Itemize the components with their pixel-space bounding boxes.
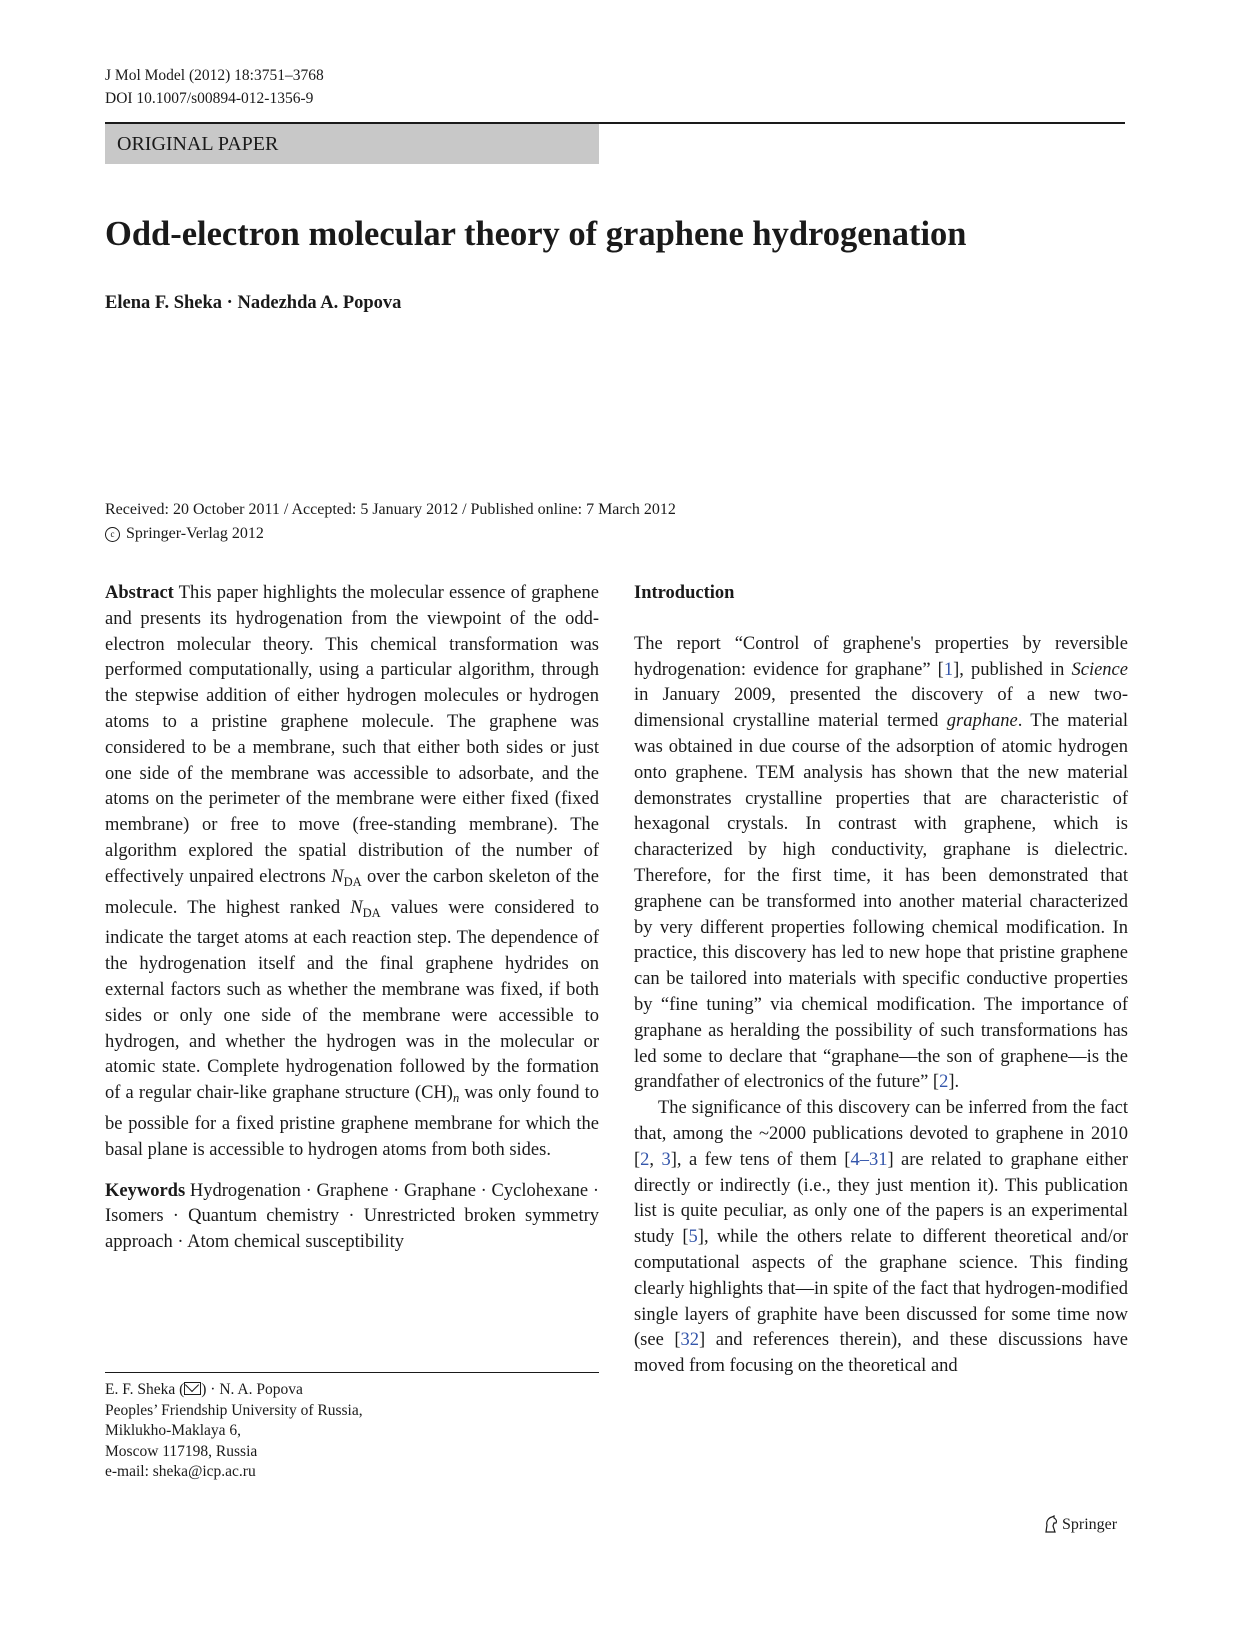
abstract bbox=[105, 581, 599, 1164]
intro-p2-a: The significance of this discovery can be inferred from the fact that, among the ~2000 publications devoted to graphene in 2010 [ bbox=[634, 1098, 1128, 1170]
intro-p1-d: . The material was obtained in due course of the adsorption of atomic hydrogen onto graphene. TEM analysis has shown that the new material demonstrates crystalline properties that are characteristic of hexagonal crystals. In contrast with graphene, which is characterized by high conductivity, graphane is dielectric. Therefore, for the first time, it has been demonstrated that graphene can be transformed into another material characterized by very different properties following chemical modification. In practice, this discovery has led to new hope that pristine graphene can be tailored into materials with specific conductive properties by “fine tuning” via chemical modification. The importance of graphane as heralding the possibility of such transformations has led some to declare that “graphane—the son of graphene—is the grandfather of electronics of the future” [ bbox=[634, 711, 1128, 1093]
section-label: ORIGINAL PAPER bbox=[105, 124, 599, 164]
paper-title: Odd-electron molecular theory of graphene hydrogenation bbox=[105, 215, 967, 253]
introduction-heading: Introduction bbox=[634, 583, 735, 603]
journal-citation bbox=[105, 64, 324, 110]
intro-p2-c: ] are related to graphane either directly or indirectly (i.e., they just mention it). This publication list is quite peculiar, as only one of the papers is an experimental study [ bbox=[634, 1149, 1128, 1248]
abstract-text-1: This paper highlights the molecular essence of graphene and presents its hydrogenation from the viewpoint of the odd-electron molecular theory. This chemical transformation was performed computationally, using a particular algorithm, through the stepwise addition of either hydrogen molecules or hydrogen atoms to a pristine graphene molecule. The graphene was considered to be a membrane, such that either both sides or just one side of the membrane was accessible to adsorbate, and the atoms on the perimeter of the membrane were either fixed (fixed membrane) or free to move (free-standing membrane). The algorithm explored the spatial distribution of the number of effectively unpaired electrons bbox=[105, 583, 599, 887]
affiliation-email: e-mail: sheka@icp.ac.ru bbox=[105, 1463, 256, 1480]
n-subscript: n bbox=[452, 1091, 460, 1106]
term-graphane: graphane bbox=[946, 711, 1018, 732]
copyright-line bbox=[105, 522, 676, 546]
affiliation-line-2: Peoples’ Friendship University of Russia, bbox=[105, 1401, 363, 1419]
citation-separator: , bbox=[649, 1149, 662, 1170]
intro-paragraph-2 bbox=[634, 1096, 1128, 1380]
citation-link[interactable]: 32 bbox=[680, 1330, 700, 1351]
citation-link[interactable]: 5 bbox=[688, 1227, 698, 1248]
footnote-rule bbox=[105, 1372, 599, 1373]
abstract-label: Abstract bbox=[105, 583, 174, 603]
intro-p2-d: ], while the others relate to different theoretical and/or computational aspects of the graphane science. This finding clearly highlights that—in spite of the fact that hydrogen-modified single layers of graphite have been discussed for some time now (see [ bbox=[634, 1227, 1128, 1351]
doi-line: DOI 10.1007/s00894-012-1356-9 bbox=[105, 90, 314, 107]
right-column bbox=[634, 581, 1128, 1380]
keywords-label: Keywords bbox=[105, 1180, 186, 1201]
intro-p1-a: The report “Control of graphene's properties by reversible hydrogenation: evidence for graphane” [ bbox=[634, 633, 1128, 680]
affiliation bbox=[105, 1380, 363, 1483]
keywords bbox=[105, 1179, 599, 1256]
left-column bbox=[105, 581, 599, 1256]
citation-link[interactable]: 2 bbox=[640, 1149, 650, 1170]
affiliation-author-prefix: E. F. Sheka ( bbox=[105, 1381, 185, 1398]
nda-subscript: DA bbox=[343, 874, 362, 889]
abstract-text-2: over the carbon skeleton of the molecule. The highest ranked bbox=[105, 866, 600, 918]
envelope-icon bbox=[184, 1382, 201, 1395]
affiliation-authors bbox=[105, 1380, 363, 1401]
dates-line: Received: 20 October 2011 / Accepted: 5 January 2012 / Published online: 7 March 2012 bbox=[105, 501, 676, 518]
intro-p2-b: ], a few tens of them [ bbox=[670, 1149, 851, 1170]
keywords-text: Hydrogenation · Graphene · Graphane · Cyclohexane · Isomers · Quantum chemistry · Unrestricted broken symmetry approach · Atom chemical susceptibility bbox=[105, 1180, 600, 1253]
copyright-icon: c bbox=[105, 527, 120, 542]
journal-name-science: Science bbox=[1071, 659, 1128, 680]
intro-p2-e: ] and references therein), and these discussions have moved from focusing on the theoretical and bbox=[634, 1330, 1128, 1377]
nda-subscript-2: DA bbox=[362, 905, 381, 920]
abstract-text-4: was only found to be possible for a fixed pristine graphene membrane for which the basal plane is accessible to hydrogen atoms from both sides. bbox=[105, 1083, 599, 1160]
abstract-text-3: values were considered to indicate the target atoms at each reaction step. The dependence of the hydrogenation itself and the final graphene hydrides on external factors such as whether the membrane was fixed, if both sides or only one side of the membrane were accessible to hydrogen, and whether the hydrogen was in the molecular or atomic state. Complete hydrogenation followed by the formation of a regular chair-like graphane structure (CH) bbox=[105, 897, 599, 1104]
author-list: Elena F. Sheka · Nadezhda A. Popova bbox=[105, 293, 402, 313]
affiliation-author-suffix: ) · N. A. Popova bbox=[201, 1381, 303, 1398]
affiliation-line-3: Miklukho-Maklaya 6, bbox=[105, 1422, 242, 1439]
intro-p1-b: ], published in bbox=[953, 659, 1065, 680]
publisher-name: Springer bbox=[1062, 1516, 1118, 1533]
citation-link[interactable]: 3 bbox=[661, 1149, 671, 1170]
copyright-text: Springer-Verlag 2012 bbox=[126, 525, 264, 542]
publication-dates bbox=[105, 498, 676, 546]
citation-link[interactable]: 1 bbox=[943, 659, 954, 680]
intro-paragraph-1 bbox=[634, 632, 1128, 1096]
springer-horse-icon bbox=[1043, 1515, 1059, 1533]
affiliation-line-4: Moscow 117198, Russia bbox=[105, 1442, 258, 1460]
publisher-logo bbox=[1043, 1515, 1117, 1534]
citation-link[interactable]: 4–31 bbox=[850, 1149, 888, 1170]
nda-symbol-2: N bbox=[350, 897, 363, 918]
intro-p1-c: in January 2009, presented the discovery of a new two-dimensional crystalline material termed bbox=[634, 685, 1128, 732]
nda-symbol: N bbox=[331, 866, 344, 887]
citation-link[interactable]: 2 bbox=[939, 1072, 949, 1093]
intro-p1-e: ]. bbox=[948, 1072, 960, 1093]
journal-line: J Mol Model (2012) 18:3751–3768 bbox=[105, 67, 324, 84]
